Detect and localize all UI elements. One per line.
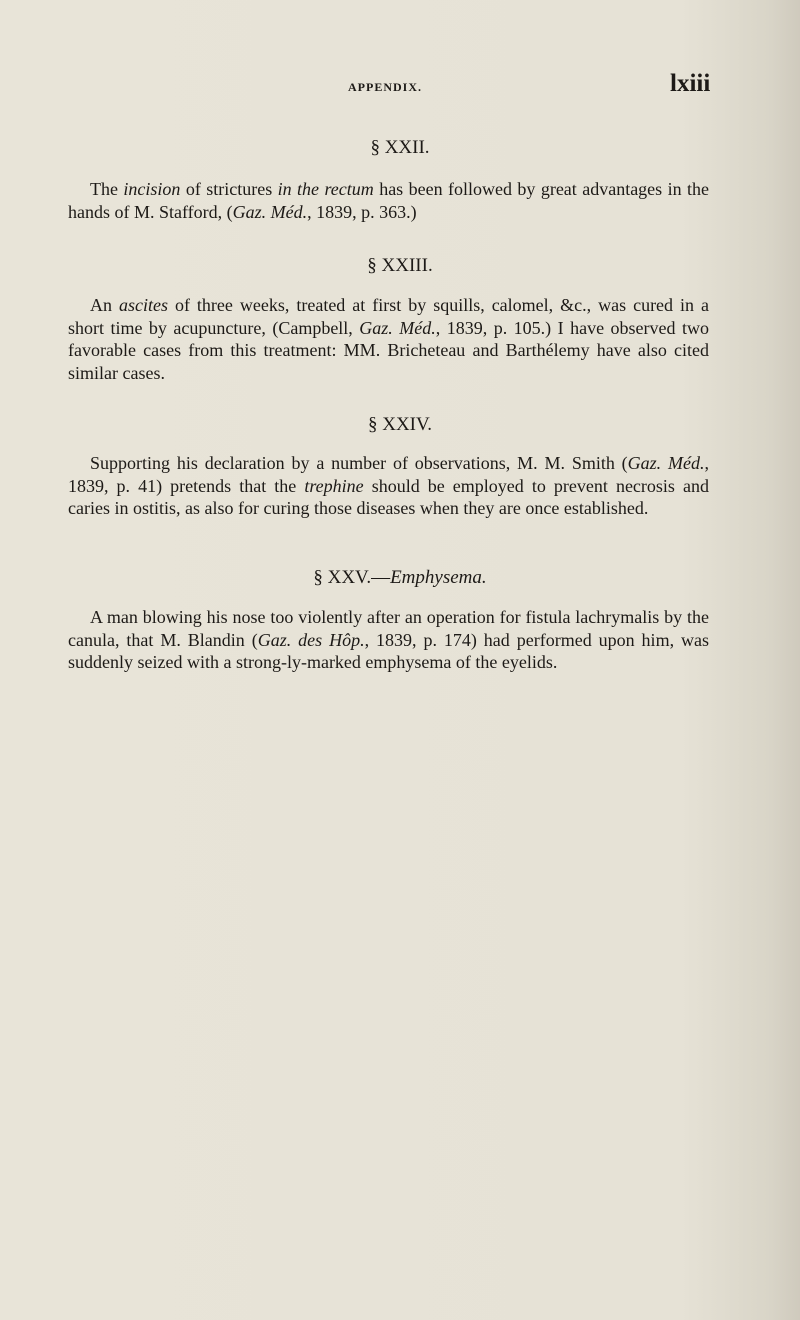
text-run: in the rectum [277,179,374,199]
running-head: APPENDIX. [348,80,422,94]
page-header [0,70,800,110]
text-run: The [90,179,124,199]
text-run: Gaz. Méd. [232,201,308,222]
text-run: should be employed to prevent necrosis and caries in ostitis, as also for curing those diseases when they are once established. [68,475,709,518]
section-heading-xxiv: § XXIV. [367,414,433,435]
text-run: ascites [118,295,168,315]
text-run: , 1839, p. 363.) [307,201,417,222]
paragraph-xxiii [68,294,709,384]
text-run: , 1839, p. 174) had performed upon him, was suddenly seized with a strong-ly-marked emphysema of the eyelids. [68,629,709,672]
paragraph-xxii [68,178,709,223]
text-run: Gaz. Méd. [359,317,436,338]
text-run: trephine [304,475,364,496]
text-run: Gaz. Méd. [627,453,705,473]
section-heading-xxiii: § XXIII. [367,255,433,276]
text-run: A man blowing his nose too violently after an operation for fistula lachrymalis by the canula, that M. Blandin ( [68,607,709,650]
text-run: Gaz. des Hôp. [257,629,365,650]
text-run: of three weeks, treated at first by squills, calomel, &c., was cured in a short time by acupuncture, (Campbell, [68,295,709,338]
text-run: An [90,295,119,315]
text-run: has been followed by great advantages in the hands of M. Stafford, ( [68,179,709,222]
text-run: of strictures [180,179,278,199]
section-heading-xxii: § XXII. [370,137,430,158]
paragraph-xxv [68,606,709,674]
section-heading-xxv [0,567,800,589]
text-run: § XXV.— [313,567,391,588]
text-run: , 1839, p. 105.) I have observed two favorable cases from this treatment: MM. Bricheteau and Barthélemy have also cited similar cases. [68,317,709,383]
page-number: lxiii [670,70,711,97]
text-run: Supporting his declaration by a number of observations, M. M. Smith ( [90,453,628,473]
text-run: , 1839, p. 41) pretends that the [68,453,709,496]
paragraph-xxiv [68,452,709,520]
text-run: incision [123,179,181,199]
text-run: Emphysema. [390,567,487,588]
